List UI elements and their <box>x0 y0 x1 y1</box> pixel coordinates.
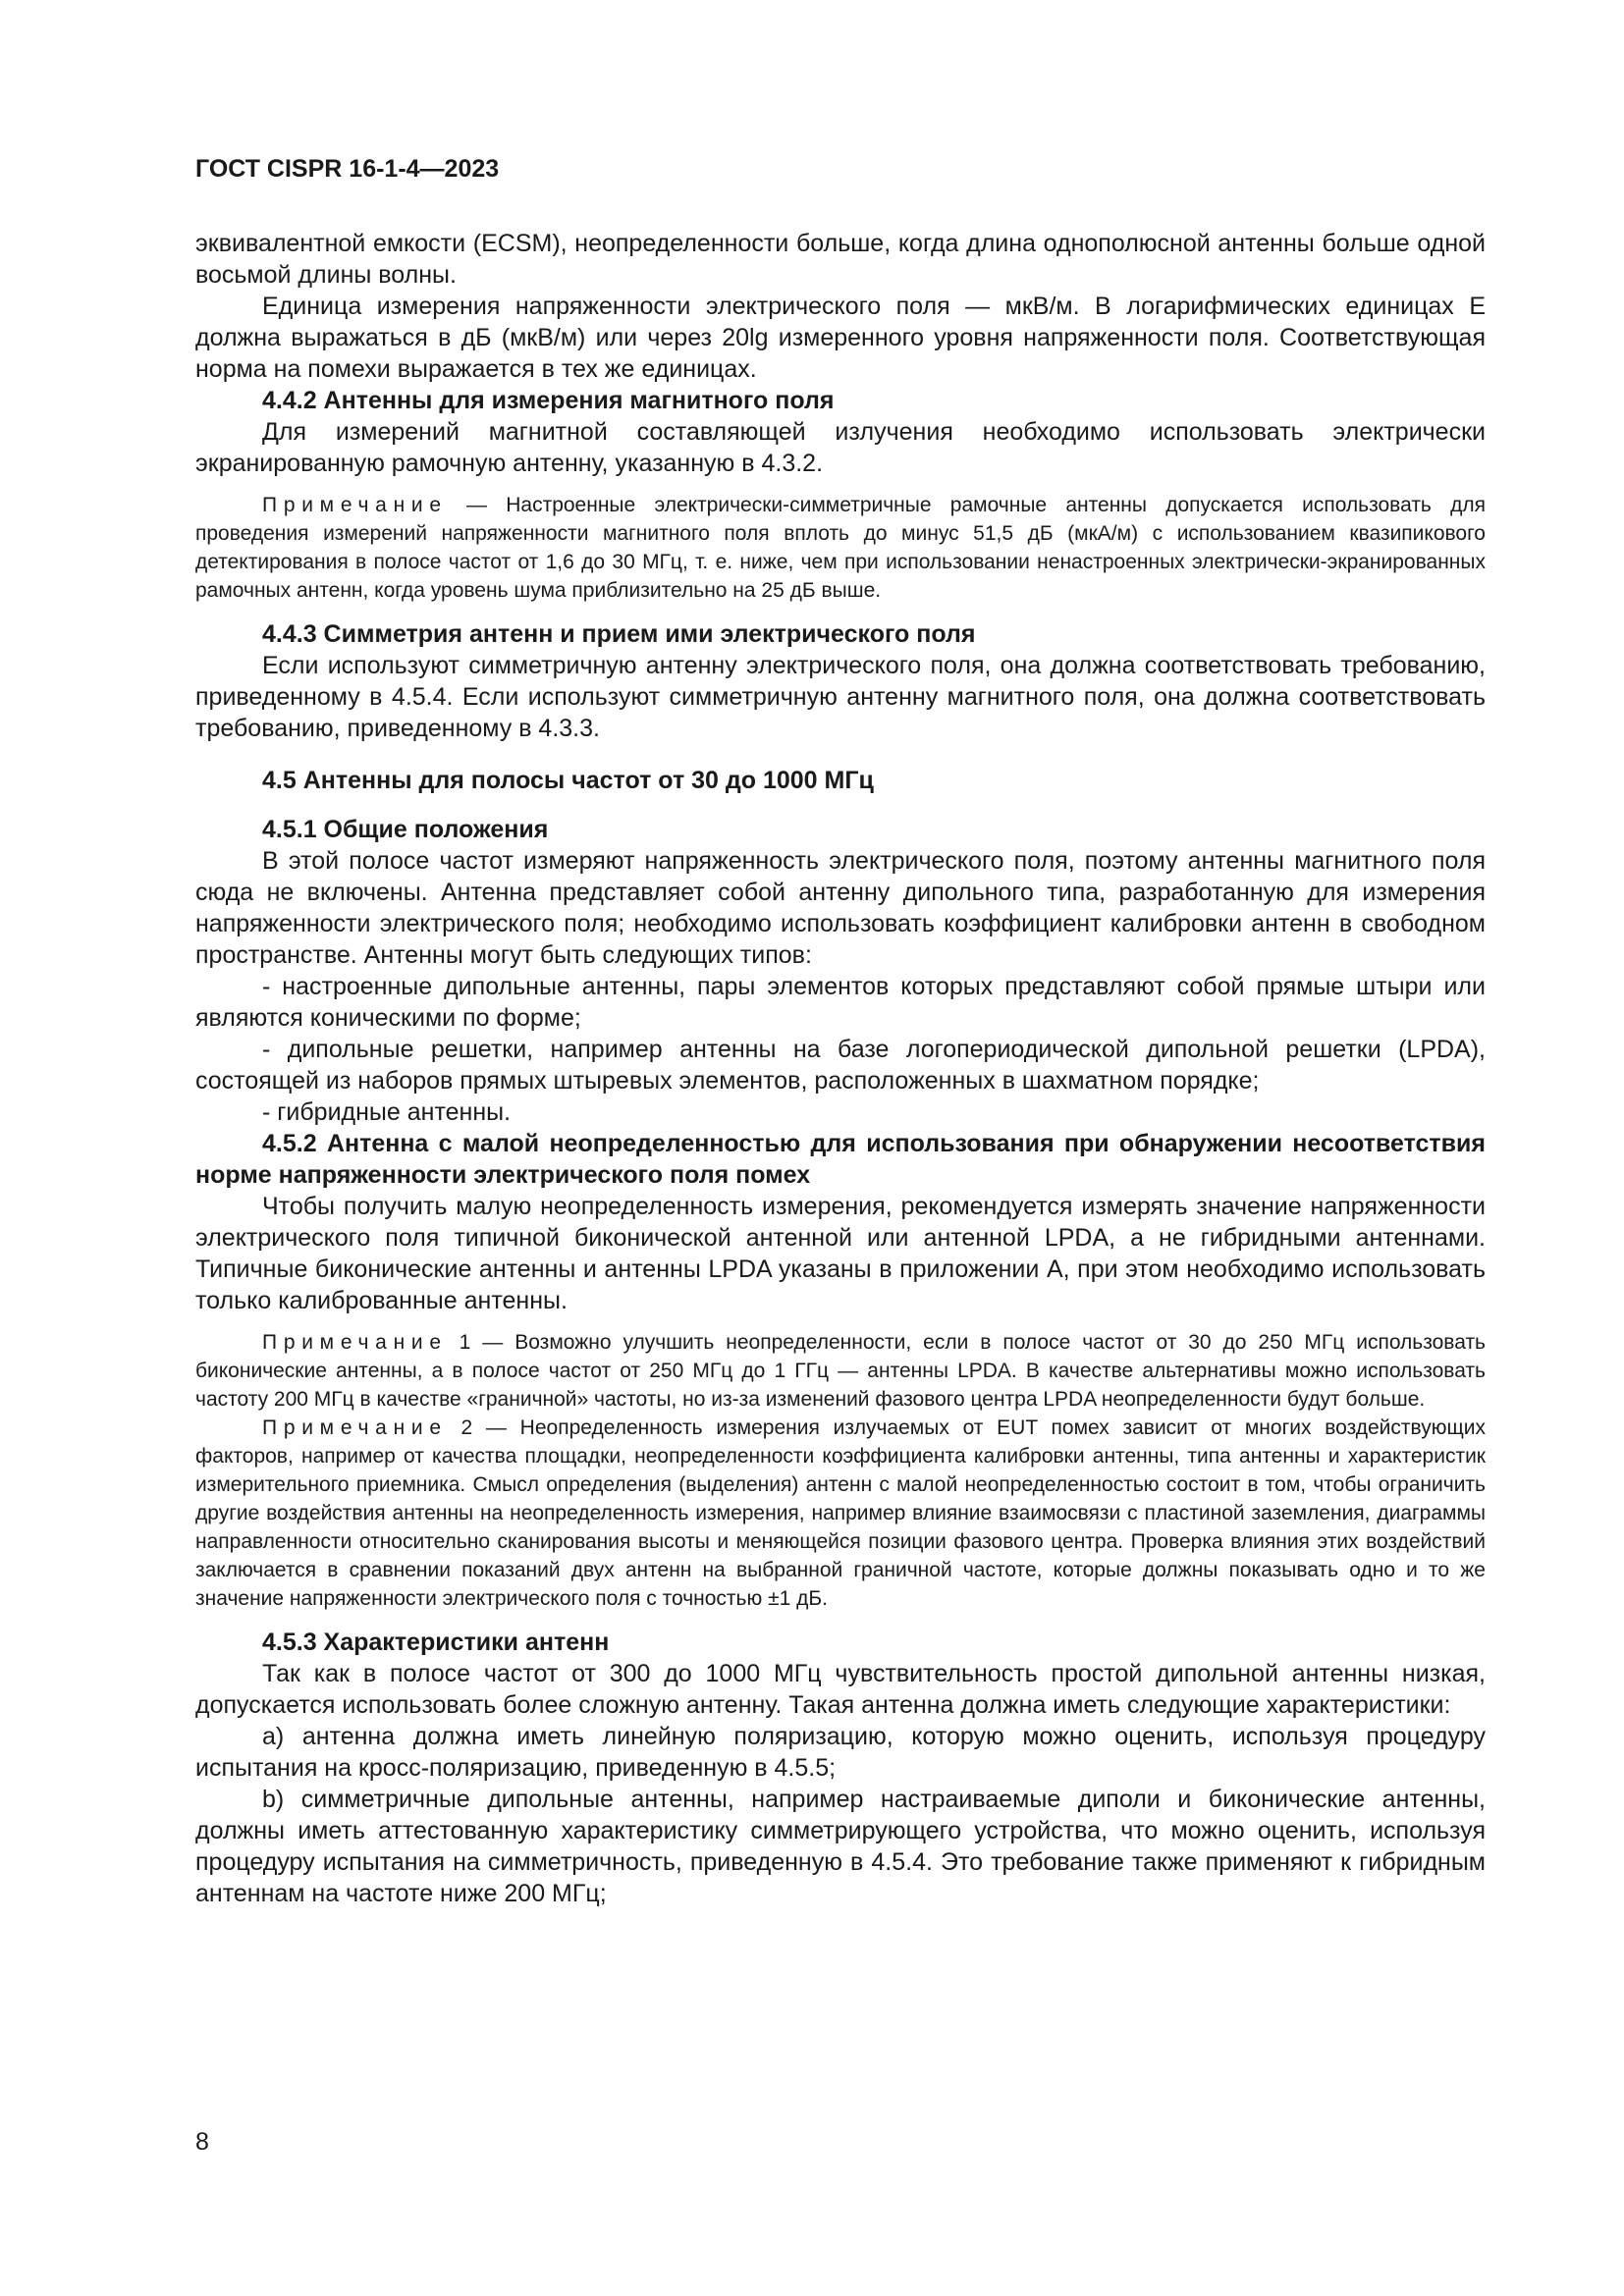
list-item-hybrid: - гибридные антенны. <box>262 1098 512 1126</box>
heading-4-5-3: 4.5.3 Характеристики антенн <box>262 1629 610 1656</box>
paragraph-4-5-3: Так как в полосе частот от 300 до 1000 МГц чувствительность простой дипольной антенны низкая, допускается использовать более сложную антенну. Такая антенна должна иметь следующие характеристики: <box>195 1660 1486 1719</box>
list-item-a: a) антенна должна иметь линейную поляризацию, которую можно оценить, используя процедуру испытания на кросс-поляризацию, приведенную в 4.5.5; <box>195 1723 1486 1782</box>
note-1-4-5-2 <box>195 1328 1486 1414</box>
heading-4-4-3: 4.4.3 Симметрия антенн и прием ими электрического поля <box>262 620 976 648</box>
list-item-b: b) симметричные дипольные антенны, например настраиваемые диполи и биконические антенны, должны иметь аттестованную характеристику симметрирующего устройства, что можно оценить, используя процедуру испытания на симметричность, приведенную в 4.5.4. Это требование также применяют к гибридным антеннам на частоте ниже 200 МГц; <box>195 1786 1486 1907</box>
note-2-4-5-2 <box>195 1414 1486 1613</box>
page-number: 8 <box>195 2128 209 2156</box>
paragraph-4-5-2: Чтобы получить малую неопределенность измерения, рекомендуется измерять значение напряженности электрического поля типичной биконической антенной или антенной LPDA, а не гибридными антеннами. Типичные биконические антенны и антенны LPDA указаны в приложении А, при этом необходимо использовать только калиброванные антенны. <box>195 1193 1486 1314</box>
note-text: — Настроенные электрически-симметричные рамочные антенны допускается использовать для проведения измерений напряженности магнитного поля вплоть до минус 51,5 дБ (мкА/м) с использованием квазипикового детектирования в полосе частот от 1,6 до 30 МГц, т. е. ниже, чем при использовании ненастроенных электрически-экранированных рамочных антенн, когда уровень шума приблизительно на 25 дБ выше. <box>195 494 1486 602</box>
note-4-4-2 <box>195 491 1486 605</box>
paragraph-4-4-3: Если используют симметричную антенну электрического поля, она должна соответствовать требованию, приведенному в 4.5.4. Если используют симметричную антенну магнитного поля, она должна соответствовать требованию, приведенному в 4.3.3. <box>195 652 1486 742</box>
note-label: Примечание <box>262 1416 448 1439</box>
list-item-dipole-arrays: - дипольные решетки, например антенны на базе логопериодической дипольной решетки (LPDA), состоящей из наборов прямых штыревых элементов, расположенных в шахматном порядке; <box>195 1036 1486 1095</box>
note-label: Примечание <box>262 494 448 516</box>
paragraph-units: Единица измерения напряженности электрического поля — мкВ/м. В логарифмических единицах E должна выражаться в дБ (мкВ/м) или через 20lg измеренного уровня напряженности поля. Соответствующая норма на помехи выражается в тех же единицах. <box>195 293 1486 383</box>
heading-4-5: 4.5 Антенны для полосы частот от 30 до 1000 МГц <box>262 767 874 794</box>
note-text: 1 — Возможно улучшить неопределенности, если в полосе частот от 30 до 250 МГц использовать биконические антенны, а в полосе частот от 250 МГц до 1 ГГц — антенны LPDA. В качестве альтернативы можно использовать частоту 200 МГц в качестве «граничной» частоты, но из-за изменений фазового центра LPDA неопределенности будут больше. <box>195 1331 1486 1411</box>
heading-4-5-2: 4.5.2 Антенна с малой неопределенностью для использования при обнаружении несоответствия норме напряженности электрического поля помех <box>195 1130 1486 1189</box>
heading-4-4-2: 4.4.2 Антенны для измерения магнитного поля <box>262 387 835 414</box>
document-header: ГОСТ CISPR 16-1-4—2023 <box>195 155 500 183</box>
document-body <box>195 228 1486 1909</box>
list-item-tuned-dipoles: - настроенные дипольные антенны, пары элементов которых представляют собой прямые штыри или являются коническими по форме; <box>195 973 1486 1032</box>
note-text: 2 — Неопределенность измерения излучаемых от EUT помех зависит от многих воздействующих факторов, например от качества площадки, неопределенности коэффициента калибровки антенны, типа антенны и характеристик измерительного приемника. Смысл определения (выделения) антенн с малой неопределенностью состоит в том, чтобы ограничить другие воздействия антенны на неопределенность измерения, например влияние взаимосвязи с пластиной заземления, диаграммы направленности относительно сканирования высоты и меняющейся позиции фазового центра. Проверка влияния этих воздействий заключается в сравнении показаний двух антенн на выбранной граничной частоте, которые должны показывать одно и то же значение напряженности электрического поля с точностью ±1 дБ. <box>195 1416 1486 1610</box>
paragraph-continued: эквивалентной емкости (ECSM), неопределенности больше, когда длина однополюсной антенны больше одной восьмой длины волны. <box>195 230 1486 289</box>
paragraph-4-4-2: Для измерений магнитной составляющей излучения необходимо использовать электрически экранированную рамочную антенну, указанную в 4.3.2. <box>195 418 1486 477</box>
paragraph-4-5-1: В этой полосе частот измеряют напряженность электрического поля, поэтому антенны магнитного поля сюда не включены. Антенна представляет собой антенну дипольного типа, разработанную для измерения напряженности электрического поля; необходимо использовать коэффициент калибровки антенн в свободном пространстве. Антенны могут быть следующих типов: <box>195 847 1486 969</box>
heading-4-5-1: 4.5.1 Общие положения <box>262 816 549 843</box>
note-label: Примечание <box>262 1331 448 1354</box>
